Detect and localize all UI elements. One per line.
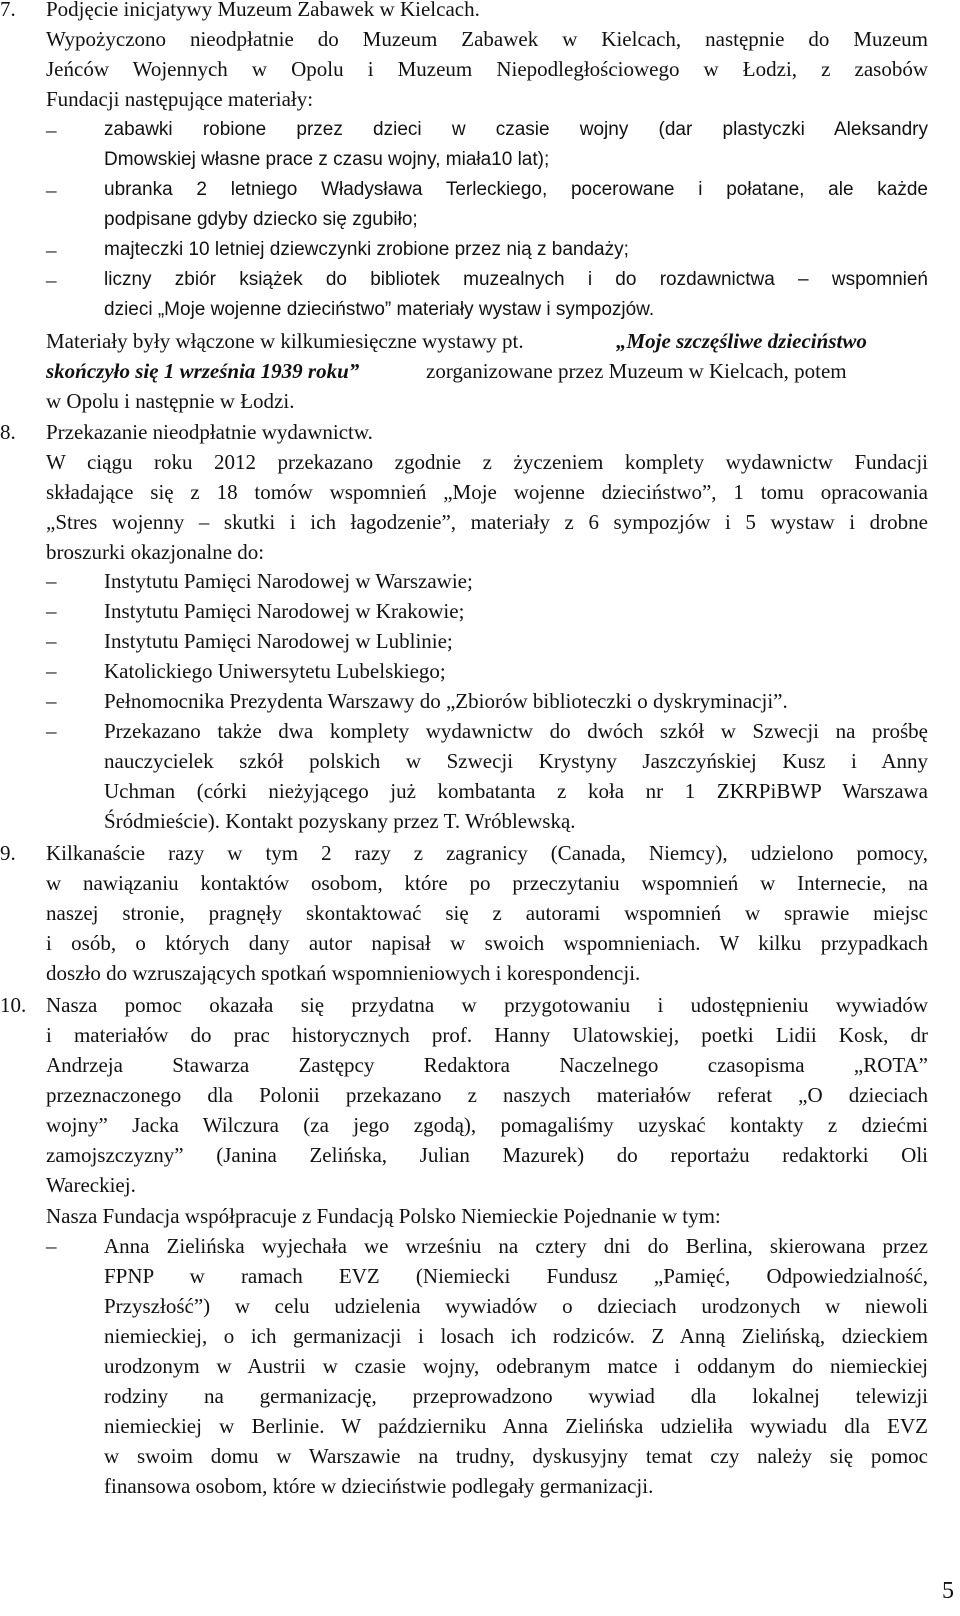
list-item-line: Katolickiego Uniwersytetu Lubelskiego; [104,659,446,683]
section-title: Podjęcie inicjatywy Muzeum Zabawek w Kielcach. [46,0,480,21]
list-item-line: niemieckiej, o ich germanizacji i losach ich rodziców. Z Anną Zielińską, dzieckiem [104,1324,928,1348]
list-item-line: Anna Zielińska wyjechała we wrześniu na cztery dni do Berlina, skierowana przez [104,1234,928,1258]
item-number: 8. [0,420,16,444]
paragraph-line: Jeńców Wojennych w Opolu i Muzeum Niepodległościowego w Łodzi, z zasobów [46,57,928,81]
list-item-line: dzieci „Moje wojenne dzieciństwo” materiały wystaw i sympozjów. [104,299,655,320]
paragraph-line: W ciągu roku 2012 przekazano zgodnie z życzeniem komplety wydawnictw Fundacji [46,450,928,474]
list-item-line: Przekazano także dwa komplety wydawnictw do dwóch szkół w Szwecji na prośbę [104,719,928,743]
paragraph-line: przeznaczonego dla Polonii przekazano z naszych materiałów referat „O dzieciach [46,1083,928,1107]
list-item-line: Instytutu Pamięci Narodowej w Krakowie; [104,599,465,623]
dash-bullet: – [46,569,57,593]
list-item-line: podpisane gdyby dziecko się zgubiło; [104,209,418,230]
paragraph-line: Wypożyczono nieodpłatnie do Muzeum Zabawek w Kielcach, następnie do Muzeum [46,27,928,51]
paragraph-line: Materiały były włączone w kilkumiesięczne wystawy pt. [46,329,524,353]
exhibition-title: „Moje szczęśliwe dzieciństwo [616,329,867,353]
dash-bullet: – [46,659,57,683]
paragraph-line: i osób, o których dany autor napisał w swoich wspomnieniach. W kilku przypadkach [46,931,928,955]
item-number: 10. [0,993,27,1017]
dash-bullet: – [46,719,57,743]
dash-bullet: – [46,118,57,142]
paragraph-line: w Opolu i następnie w Łodzi. [46,389,295,413]
list-item-line: Przyszłość”) w celu udzielenia wywiadów o dzieciach urodzonych w niewoli [104,1294,928,1318]
dash-bullet: – [46,238,57,262]
dash-bullet: – [46,629,57,653]
list-item-line: Śródmieście). Kontakt pozyskany przez T. Wróblewską. [104,809,576,833]
dash-bullet: – [46,599,57,623]
exhibition-title: skończyło się 1 września 1939 roku” [46,359,360,383]
list-item-line: liczny zbiór książek do bibliotek muzealnych i do rozdawnictwa – wspomnień [104,269,928,290]
list-item-line: Instytutu Pamięci Narodowej w Lublinie; [104,629,453,653]
paragraph-line: zorganizowane przez Muzeum w Kielcach, potem [426,359,847,383]
paragraph-line: wojny” Jacka Wilczura (za jego zgodą), pomagaliśmy uzyskać kontakty z dziećmi [46,1113,928,1137]
paragraph-line: i materiałów do prac historycznych prof. Hanny Ulatowskiej, poetki Lidii Kosk, dr [46,1023,928,1047]
paragraph-line: Nasza Fundacja współpracuje z Fundacją Polsko Niemieckie Pojednanie w tym: [46,1204,721,1228]
list-item-line: majteczki 10 letniej dziewczynki zrobione przez nią z bandaży; [104,239,629,260]
list-item-line: Instytutu Pamięci Narodowej w Warszawie; [104,569,473,593]
paragraph-line: zamojszczyzny” (Janina Zelińska, Julian Mazurek) do reportażu redaktorki Oli [46,1143,928,1167]
list-item-line: ubranka 2 letniego Władysława Terleckiego, pocerowane i połatane, ale każde [104,179,928,200]
dash-bullet: – [46,178,57,202]
dash-bullet: – [46,1234,57,1258]
paragraph-line: w nawiązaniu kontaktów osobom, które po przeczytaniu wspomnień w Internecie, na [46,871,928,895]
list-item-line: finansowa osobom, które w dzieciństwie podlegały germanizacji. [104,1474,654,1498]
list-item-line: niemieckiej w Berlinie. W październiku Anna Zielińska udzieliła wywiadu dla EVZ [104,1414,928,1438]
paragraph-line: broszurki okazjonalne do: [46,540,265,564]
dash-bullet: – [46,689,57,713]
list-item-line: Dmowskiej własne prace z czasu wojny, miała10 lat); [104,149,550,170]
page-number: 5 [942,1578,954,1604]
item-number: 9. [0,841,16,865]
dash-bullet: – [46,268,57,292]
item-number: 7. [0,0,16,21]
paragraph-line: naszej stronie, pragnęły skontaktować się z autorami wspomnień w sprawie miejsc [46,901,928,925]
list-item-line: w swoim domu w Warszawie na trudny, dyskusyjny temat czy należy się pomoc [104,1444,928,1468]
paragraph-line: „Stres wojenny – skutki i ich łagodzenie”, materiały z 6 sympozjów i 5 wystaw i drobne [46,510,928,534]
paragraph-line: składające się z 18 tomów wspomnień „Moje wojenne dzieciństwo”, 1 tomu opracowania [46,480,928,504]
list-item-line: rodziny na germanizację, przeprowadzono wywiad dla lokalnej telewizji [104,1384,928,1408]
list-item-line: Pełnomocnika Prezydenta Warszawy do „Zbiorów biblioteczki o dyskryminacji”. [104,689,788,713]
list-item-line: Uchman (córki nieżyjącego już kombatanta z koła nr 1 ZKRPiBWP Warszawa [104,779,928,803]
list-item-line: FPNP w ramach EVZ (Niemiecki Fundusz „Pamięć, Odpowiedzialność, [104,1264,928,1288]
list-item-line: urodzonym w Austrii w czasie wojny, odebranym matce i oddanym do niemieckiej [104,1354,928,1378]
paragraph-line: Andrzeja Stawarza Zastępcy Redaktora Naczelnego czasopisma „ROTA” [46,1053,928,1077]
paragraph-line: doszło do wzruszających spotkań wspomnieniowych i korespondencji. [46,961,641,985]
paragraph-line: Fundacji następujące materiały: [46,87,314,111]
list-item-line: zabawki robione przez dzieci w czasie wojny (dar plastyczki Aleksandry [104,119,928,140]
list-item-line: nauczycielek szkół polskich w Szwecji Krystyny Jaszczyńskiej Kusz i Anny [104,749,928,773]
paragraph-line: Kilkanaście razy w tym 2 razy z zagranicy (Canada, Niemcy), udzielono pomocy, [46,841,928,865]
paragraph-line: Wareckiej. [46,1173,136,1197]
section-title: Przekazanie nieodpłatnie wydawnictw. [46,420,373,444]
paragraph-line: Nasza pomoc okazała się przydatna w przygotowaniu i udostępnieniu wywiadów [46,993,928,1017]
